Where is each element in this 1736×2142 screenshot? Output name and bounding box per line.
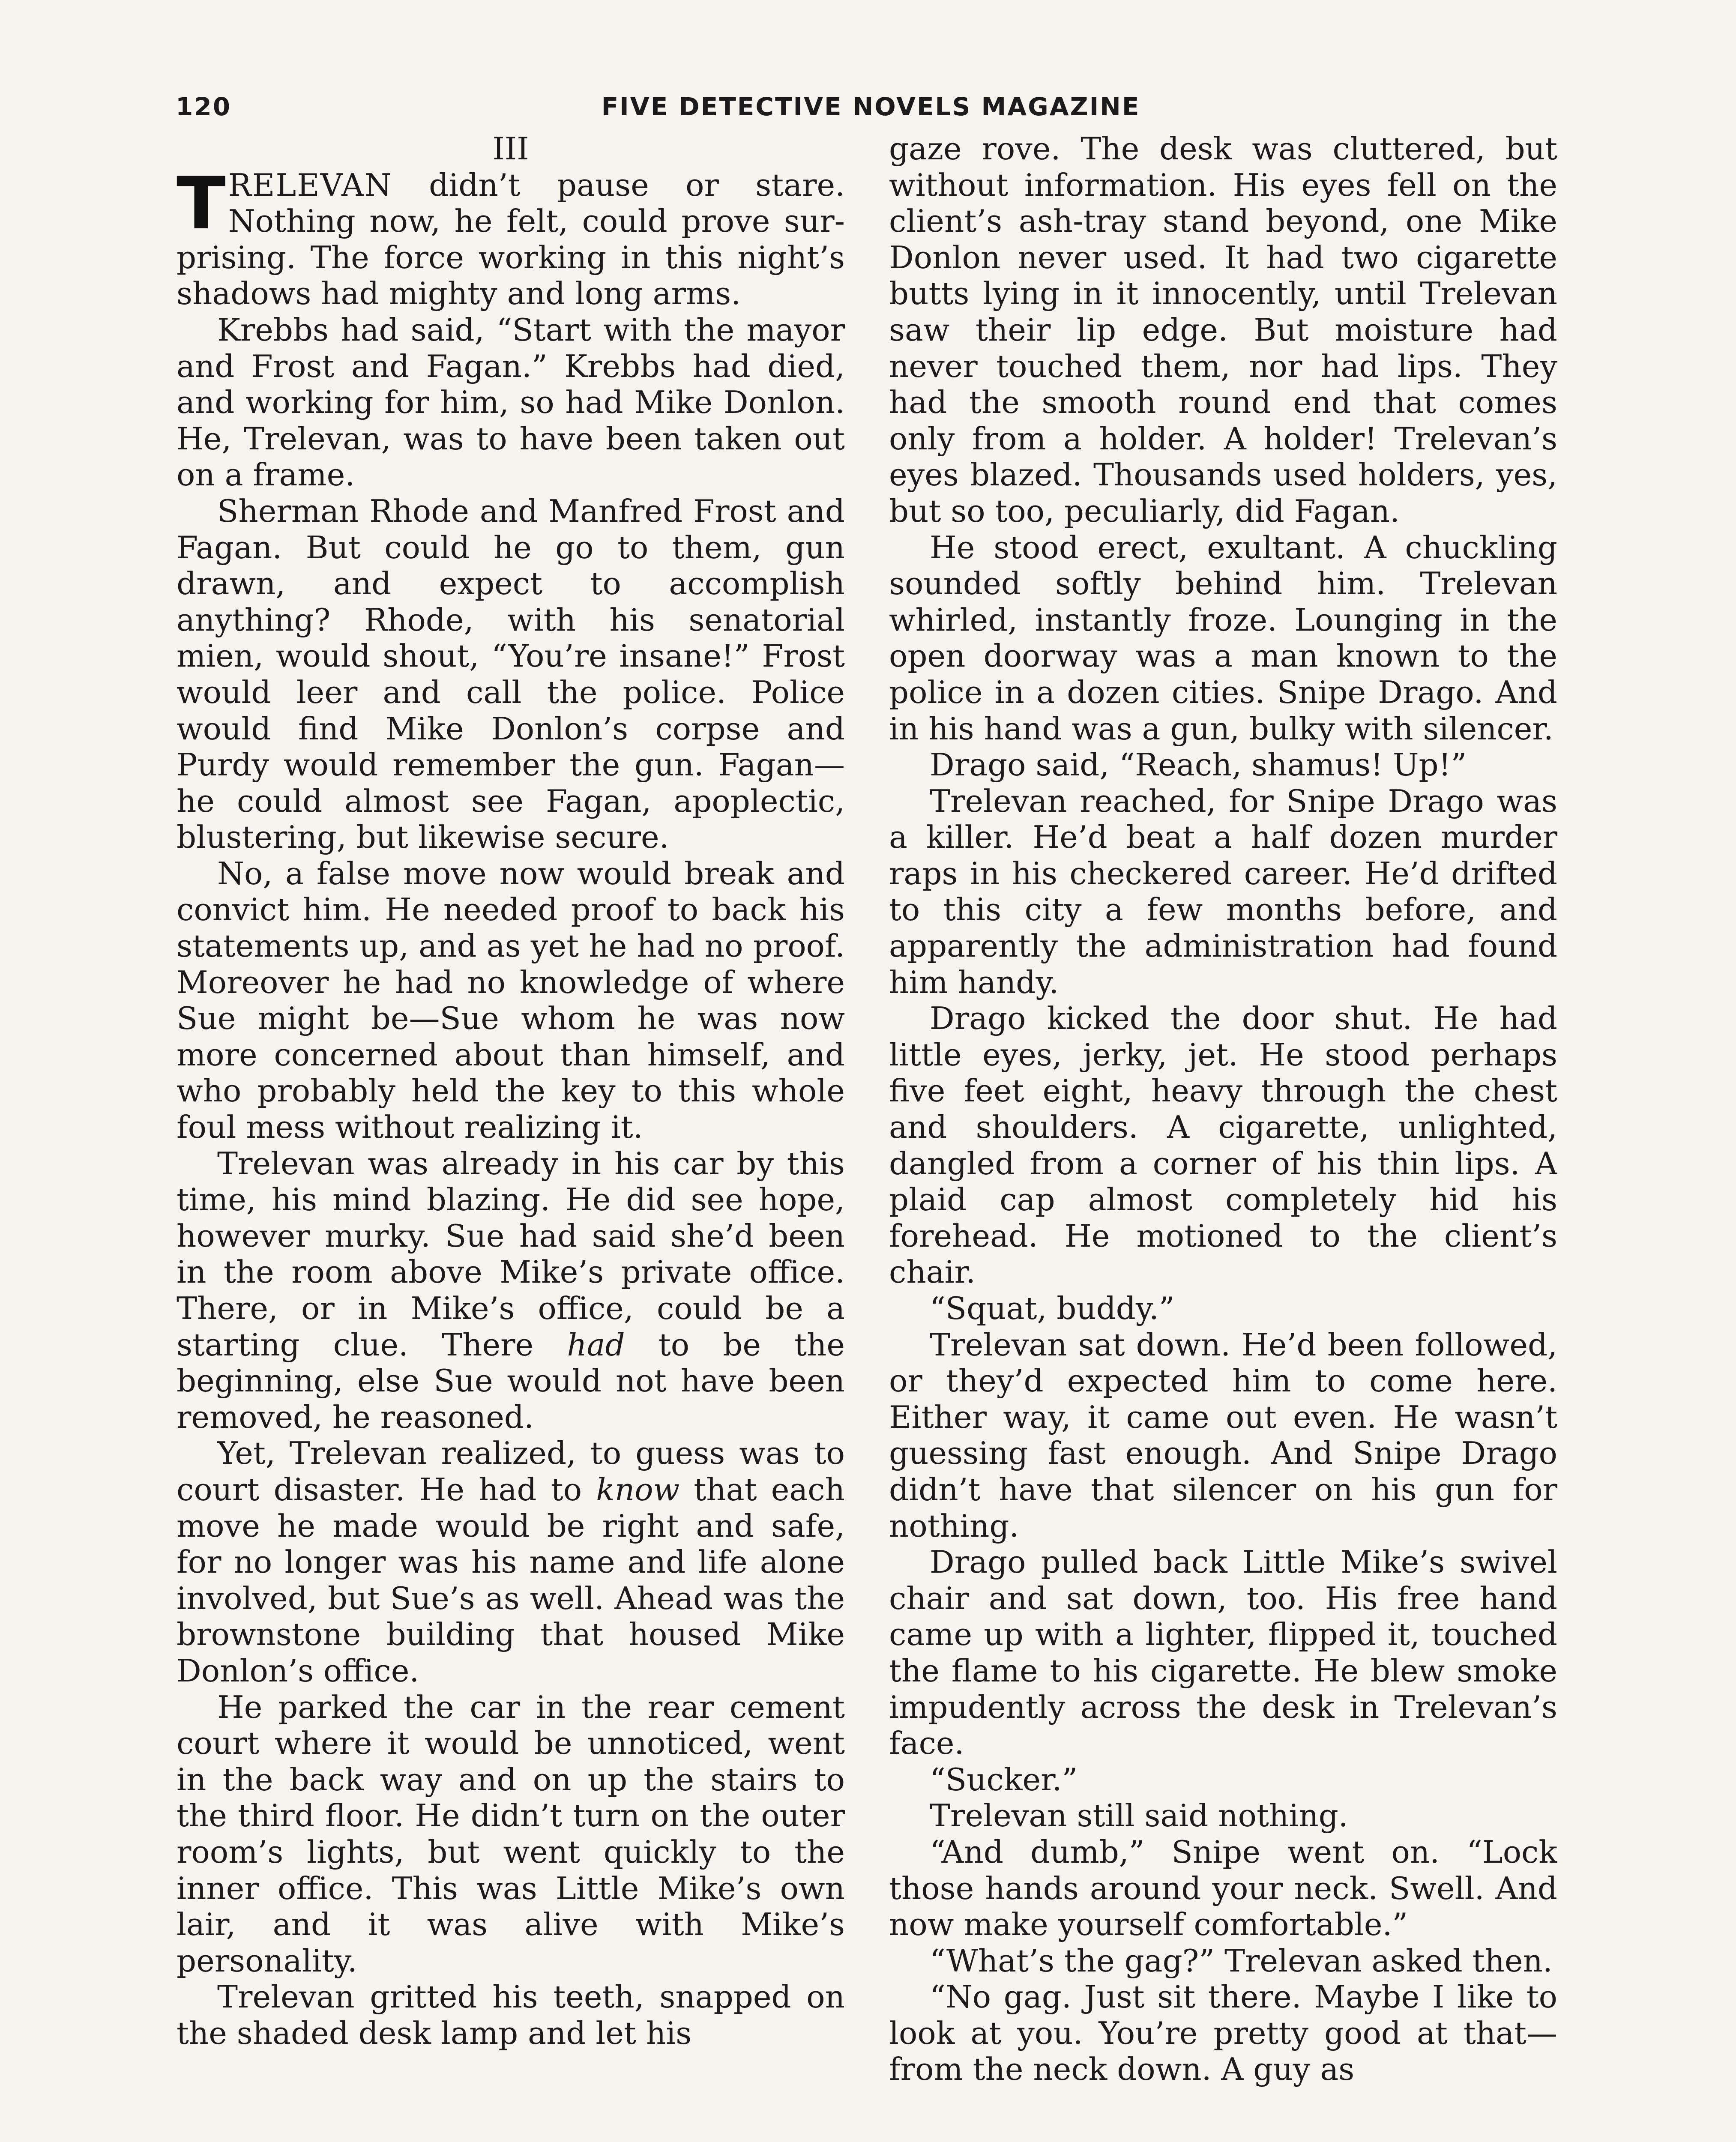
page-number: 120 bbox=[176, 92, 232, 121]
opening-paragraph bbox=[177, 161, 845, 312]
paragraph: Drago kicked the door shut. He had little eyes, jerky, jet. He stood perhaps five feet eight, heavy through the chest and shoulders. A cigarette, unlighted, dangled from a corner of his thin lips. A plaid cap almost completely hid his forehead. He motioned to the client’s chair. bbox=[889, 1000, 1557, 1290]
drop-cap: T bbox=[177, 161, 226, 245]
paragraph: Trelevan sat down. He’d been followed, or they’d expected him to come here. Either way, it came out even. He wasn’t guessing fast enough. And Snipe Drago didn’t have that silencer on his gun for nothing. bbox=[889, 1326, 1557, 1544]
paragraph: He parked the car in the rear cement court where it would be unnoticed, went in the back way and on up the stairs to the third floor. He didn’t turn on the outer room’s lights, but went quickly to the inner office. This was Little Mike’s own lair, and it was alive with Mike’s personality. bbox=[177, 1689, 845, 1979]
paragraph: Sherman Rhode and Manfred Frost and Fagan. But could he go to them, gun drawn, and expect to accomplish anything? Rhode, with his senatorial mien, would shout, “You’re insane!” Frost would leer and call the police. Police would find Mike Donlon’s corpse and Purdy would remember the gun. Fagan—he could almost see Fagan, apoplectic, blustering, but likewise secure. bbox=[177, 493, 845, 856]
paragraph-text: that each move he made would be right and safe, for no longer was his name and life alone involved, but Sue’s as well. Ahead was the brownstone building that housed Mike Donlon’s office. bbox=[177, 1471, 845, 1689]
paragraph: He stood erect, exultant. A chuckling sounded softly behind him. Trelevan whirled, instantly froze. Lounging in the open doorway was a man known to the police in a dozen cities. Snipe Drago. And in his hand was a gun, bulky with silencer. bbox=[889, 529, 1557, 747]
paragraph: Krebbs had said, “Start with the mayor and Frost and Fagan.” Krebbs had died, and working for him, so had Mike Donlon. He, Trelevan, was to have been taken out on a frame. bbox=[177, 311, 845, 493]
right-column bbox=[889, 131, 1557, 2142]
running-title: FIVE DETECTIVE NOVELS MAGAZINE bbox=[601, 92, 1140, 121]
paragraph-text: Yet, Trelevan realized, to guess was to court disaster. He had to bbox=[177, 1435, 845, 1508]
chapter-number: III bbox=[492, 131, 529, 167]
paragraph: “What’s the gag?” Trelevan asked then. bbox=[930, 1942, 1553, 1979]
emphasis: know bbox=[596, 1471, 680, 1508]
paragraph: “And dumb,” Snipe went on. “Lock those hands around your neck. Swell. And now make yourself comfortable.” bbox=[889, 1834, 1557, 1943]
paragraph: “Sucker.” bbox=[930, 1761, 1078, 1798]
paragraph bbox=[177, 1435, 845, 1689]
paragraph: Trelevan gritted his teeth, snapped on the shaded desk lamp and let his bbox=[177, 1979, 845, 2051]
paragraph: Trelevan reached, for Snipe Drago was a killer. He’d beat a half dozen murder raps in his checkered career. He’d drifted to this city a few months before, and apparently the administration had found him handy. bbox=[889, 783, 1557, 1000]
paragraph: “Squat, buddy.” bbox=[930, 1290, 1175, 1326]
first-word: RELEVAN bbox=[228, 167, 392, 203]
paragraph: Trelevan still said nothing. bbox=[930, 1798, 1348, 1834]
paragraph: gaze rove. The desk was cluttered, but without information. His eyes fell on the client’s ash-tray stand beyond, one Mike Donlon never used. It had two cigarette butts lying in it innocently, until Trelevan saw their lip edge. But moisture had never touched them, nor had lips. They had the smooth round end that comes only from a holder. A holder! Trelevan’s eyes blazed. Thousands used holders, yes, but so too, peculiarly, did Fagan. bbox=[889, 131, 1557, 529]
emphasis: had bbox=[567, 1326, 625, 1363]
paragraph bbox=[177, 1146, 845, 1436]
paragraph: “No gag. Just sit there. Maybe I like to look at you. You’re pretty good at that—from the neck down. A guy as bbox=[889, 1979, 1557, 2088]
paragraph: No, a false move now would break and convict him. He needed proof to back his statements up, and as yet he had no proof. Moreover he had no knowledge of where Sue might be—Sue whom he was now more concerned about than himself, and who probably held the key to this whole foul mess without realizing it. bbox=[177, 855, 845, 1146]
paragraph-text: to be the beginning, else Sue would not have been removed, he reasoned. bbox=[177, 1326, 845, 1435]
paragraph: Drago pulled back Little Mike’s swivel chair and sat down, too. His free hand came up with a lighter, flipped it, touched the flame to his cigarette. He blew smoke impudently across the desk in Trelevan’s face. bbox=[889, 1544, 1557, 1762]
opening-paragraph-text: didn’t pause or stare. Nothing now, he felt, could prove surprising. The force working in this night’s shadows had mighty and long arms. bbox=[177, 167, 845, 312]
page-header bbox=[176, 92, 1566, 131]
paragraph-text: Trelevan was already in his car by this time, his mind blazing. He did see hope, however murky. Sue had said she’d been in the room above Mike’s private office. There, or in Mike’s office, could be a starting clue. There bbox=[177, 1145, 845, 1363]
paragraph: Drago said, “Reach, shamus! Up!” bbox=[930, 747, 1467, 783]
left-column bbox=[177, 131, 845, 2142]
